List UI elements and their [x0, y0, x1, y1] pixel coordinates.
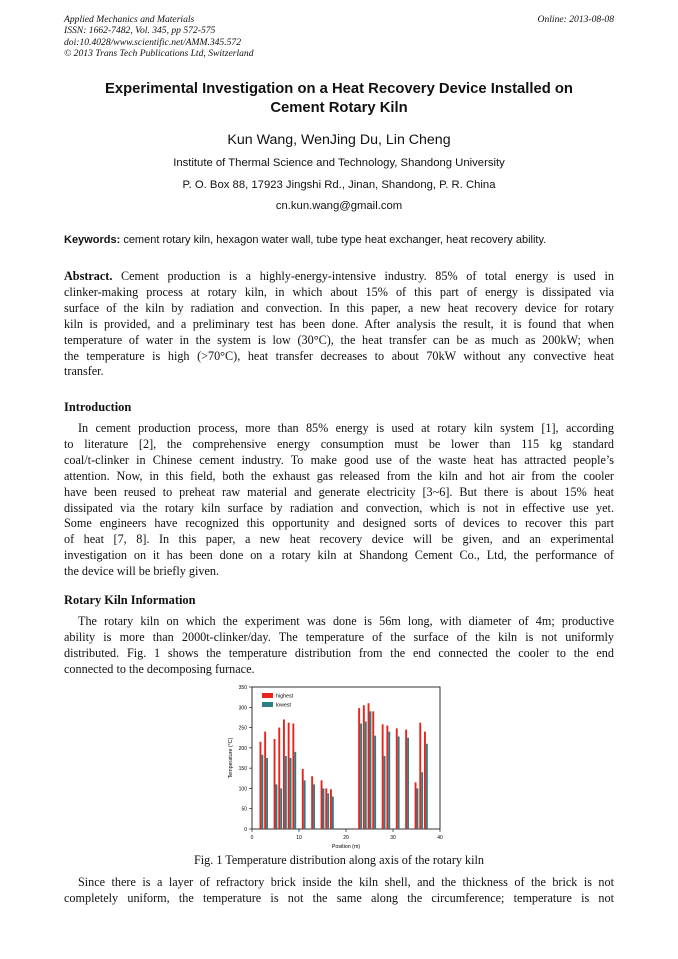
abstract-line: surface of the kiln by radiation and convection. In this paper, a new heat recovery device for rotary — [64, 300, 614, 315]
bar-lowest — [426, 744, 428, 829]
bar-highest — [419, 723, 421, 829]
bar-highest — [386, 726, 388, 829]
x-tick-label: 20 — [343, 835, 349, 841]
kiln-line: ability is more than 2000t-clinker/day. The temperature of the surface of the kiln is not uniformly — [64, 629, 614, 644]
authors: Kun Wang, WenJing Du, Lin Cheng — [227, 132, 451, 148]
x-tick-label: 40 — [437, 835, 443, 841]
kiln-line: distributed. Fig. 1 shows the temperature distribution from the end connected the cooler to the end — [64, 645, 614, 660]
y-tick-label: 300 — [238, 705, 247, 712]
bar-highest — [424, 732, 426, 829]
bar-highest — [260, 742, 262, 829]
intro-line: the device will be briefly given. — [64, 564, 219, 579]
journal-name: Applied Mechanics and Materials — [64, 14, 195, 25]
intro-line: coal/t-clinker in Chinese cement industry. To make good use of the waste heat has attracted people’s — [64, 452, 614, 467]
intro-line: In cement production process, more than 85% energy is used at rotary kiln system [1], according — [78, 421, 614, 435]
abstract-line: kiln is provided, and a preliminary test has been done. After analysis the result, it is found that when — [64, 316, 614, 331]
bar-lowest — [417, 788, 419, 829]
body-line: completely uniform, the temperature is not the same along the circumference; temperature is not — [64, 890, 614, 905]
bar-highest — [292, 724, 294, 829]
y-tick-label: 150 — [238, 766, 247, 773]
bar-highest — [405, 730, 407, 829]
body-line: Since there is a layer of refractory brick inside the kiln shell, and the thickness of the brick is not — [78, 875, 614, 889]
bar-lowest — [280, 788, 282, 829]
y-tick-label: 0 — [244, 827, 247, 833]
y-tick-label: 100 — [238, 786, 247, 793]
intro-line: have been reused to preheat raw material and generate electricity [3~6]. But there is about 15% heat — [64, 484, 614, 499]
journal-header — [64, 14, 254, 59]
bar-lowest — [313, 784, 315, 829]
bar-highest — [283, 719, 285, 829]
y-tick-label: 50 — [241, 806, 247, 813]
intro-line: investigation on it has been done on a rotary kiln at Shandong Cement Co., Ltd, the performance of — [64, 548, 614, 563]
y-tick-label: 350 — [238, 685, 247, 691]
y-tick-label: 250 — [238, 725, 247, 732]
bar-lowest — [374, 736, 376, 829]
intro-line: to literature [2], the comprehensive energy consumption must be lower than 115 kg standard — [64, 436, 614, 451]
intro-line: dissipated via the rotary kiln surface by radiation and convection, which is not in effective use yet. — [64, 500, 614, 515]
bar-highest — [382, 724, 384, 829]
legend-label-highest: highest — [276, 693, 294, 700]
bar-lowest — [332, 797, 334, 829]
abstract — [64, 269, 614, 380]
intro-line: Some engineers have recognized this opportunity and designed sorts of devices to recover this part — [64, 516, 614, 531]
bar-highest — [372, 711, 374, 829]
section-heading-introduction: Introduction — [64, 400, 132, 414]
bar-lowest — [323, 788, 325, 829]
kiln-line: The rotary kiln on which the experiment was done is 56m long, with diameter of 4m; productive — [78, 614, 614, 628]
bar-highest — [278, 728, 280, 829]
keywords-text: cement rotary kiln, hexagon water wall, tube type heat exchanger, heat recovery ability. — [123, 234, 547, 246]
legend-swatch-lowest — [262, 702, 273, 707]
title-line-2: Cement Rotary Kiln — [270, 100, 408, 116]
x-axis-label: Position (m) — [331, 844, 361, 850]
bar-highest — [288, 723, 290, 829]
bar-lowest — [421, 772, 423, 829]
bar-lowest — [388, 732, 390, 829]
x-tick-label: 10 — [296, 835, 302, 841]
bar-lowest — [285, 756, 287, 829]
abstract-label: Abstract. — [64, 269, 113, 283]
introduction-paragraph — [64, 421, 614, 580]
bar-lowest — [365, 721, 367, 829]
y-axis-label: Temperature (°C) — [228, 737, 234, 779]
bar-lowest — [266, 758, 268, 829]
abstract-line: Cement production is a highly-energy-intensive industry. 85% of total energy is used in — [112, 269, 614, 283]
abstract-line: transfer. — [64, 364, 104, 379]
bar-highest — [264, 732, 266, 829]
x-tick-label: 0 — [250, 835, 254, 841]
kiln-paragraph — [64, 614, 614, 678]
bar-lowest — [304, 780, 306, 829]
keywords-label: Keywords: — [64, 234, 121, 246]
doi: doi:10.4028/www.scientific.net/AMM.345.572 — [64, 36, 242, 48]
paper-title — [64, 80, 614, 118]
bar-highest — [321, 780, 323, 829]
bar-highest — [368, 703, 370, 829]
bar-lowest — [294, 752, 296, 829]
bar-lowest — [261, 755, 263, 829]
bar-highest — [274, 739, 276, 829]
bar-lowest — [407, 738, 409, 829]
section-heading-rotary-kiln: Rotary Kiln Information — [64, 593, 196, 607]
issn: ISSN: 1662-7482, Vol. 345, pp 572-575 — [64, 25, 216, 37]
bar-highest — [396, 728, 398, 829]
copyright: © 2013 Trans Tech Publications Ltd, Switzerland — [64, 47, 254, 59]
kiln-line: connected to the decomposing furnace. — [64, 661, 255, 676]
abstract-line: clinker-making process at rotary kiln, in which about 15% of this part of energy is dissipated via — [64, 284, 614, 299]
figure-caption: Fig. 1 Temperature distribution along axis of the rotary kiln — [193, 853, 484, 867]
bar-lowest — [290, 758, 292, 829]
abstract-line: the temperature is high (>70°C), heat transfer decreases to about 70kW without any convective heat — [64, 348, 614, 363]
online-date: Online: 2013-08-08 — [537, 14, 614, 25]
title-line-1: Experimental Investigation on a Heat Recovery Device Installed on — [105, 81, 573, 97]
intro-line: attention. Now, in this field, both the exhaust gas released from the kiln and hot air from the cooler — [64, 468, 614, 483]
after-figure-paragraph — [64, 875, 614, 907]
bar-lowest — [398, 736, 400, 829]
bar-highest — [363, 705, 365, 829]
intro-line: of heat [7, 8]. In this paper, a new heat recovery device will be given, and an experimental — [64, 532, 614, 547]
legend-swatch-highest — [262, 693, 273, 698]
bar-highest — [325, 788, 327, 829]
affiliation: Institute of Thermal Science and Technology, Shandong University — [173, 157, 505, 169]
abstract-line: temperature of water in the system is low (30°C), the heat transfer can be as much as 200kW; when — [64, 332, 614, 347]
x-tick-label: 30 — [390, 835, 396, 841]
bar-lowest — [384, 756, 386, 829]
bar-lowest — [327, 793, 329, 829]
address: P. O. Box 88, 17923 Jingshi Rd., Jinan, Shandong, P. R. China — [182, 179, 496, 191]
email-link[interactable]: cn.kun.wang@gmail.com — [275, 200, 403, 212]
temperature-bar-chart — [224, 682, 456, 850]
bar-lowest — [370, 711, 372, 829]
bar-highest — [330, 789, 332, 829]
keywords — [64, 234, 616, 246]
bar-highest — [302, 769, 304, 829]
bar-highest — [311, 776, 313, 829]
y-tick-label: 200 — [238, 745, 247, 752]
bar-lowest — [360, 724, 362, 829]
bar-highest — [358, 708, 360, 829]
bar-highest — [415, 782, 417, 829]
bar-lowest — [276, 784, 278, 829]
legend-label-lowest: lowest — [276, 702, 292, 709]
